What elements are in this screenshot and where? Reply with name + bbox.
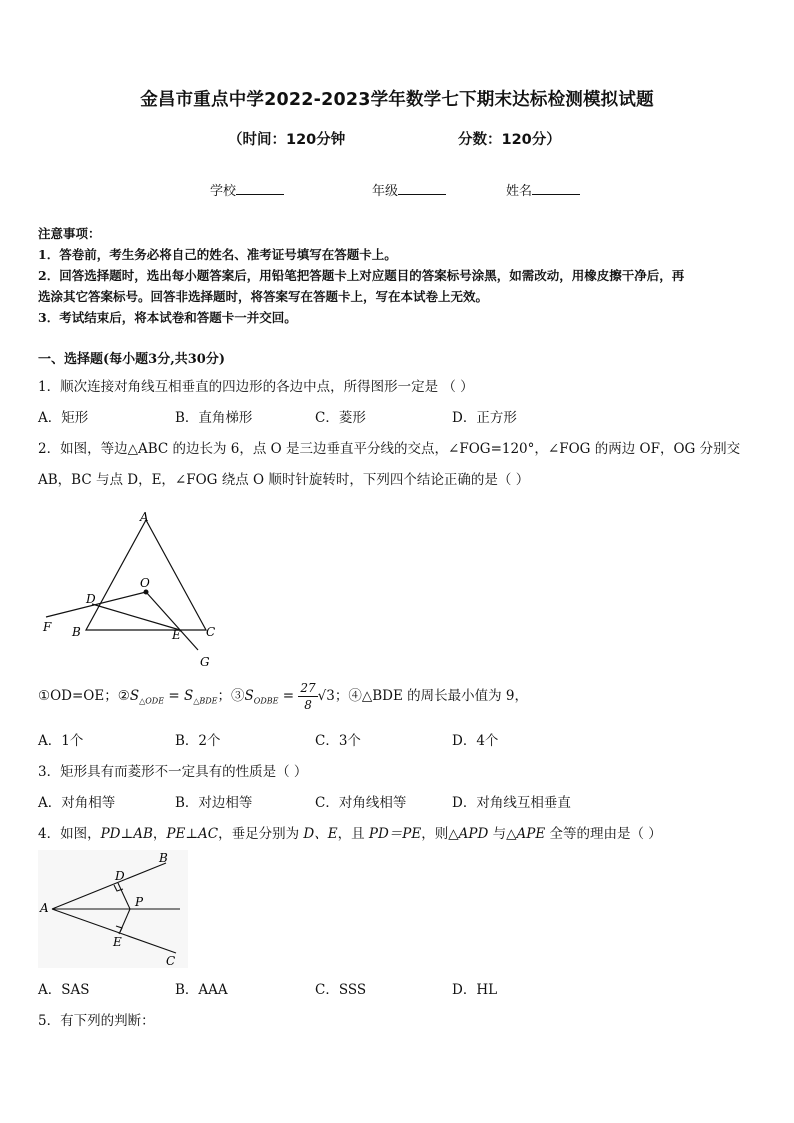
q4-option-b[interactable]: B．AAA [175,982,228,998]
q2-stem-line2: AB，BC 与点 D，E，∠FOG 绕点 O 顺时针旋转时，下列四个结论正确的是（ ） [38,472,530,488]
label-e: E [113,935,122,949]
label-d: D [86,592,96,606]
segment-de [92,604,180,630]
label-g: G [200,655,210,669]
q3-option-b[interactable]: B．对边相等 [175,795,253,811]
school-label: 学校 [210,184,237,199]
q2-figure [36,505,236,675]
q2-option-c[interactable]: C．3个 [315,733,361,749]
s-sub-odbe: ODBE [253,696,279,706]
exam-time: （时间：120分钟 [228,132,346,148]
grade-label: 年级 [372,184,399,199]
q3-option-c[interactable]: C．对角线相等 [315,795,407,811]
s-odE: S [129,688,140,704]
notice-item-2b: 选涂其它答案标号。回答非选择题时，将答案写在答题卡上，写在本试卷上无效。 [38,289,489,304]
q1-option-a[interactable]: A．矩形 [38,410,89,426]
q2-stem-line1: 2．如图，等边△ABC 的边长为 6，点 O 是三边垂直平分线的交点，∠FOG=120°，∠FOG 的两边 OF，OG 分别交 [38,441,741,457]
s-sub-ode: △ODE [139,696,165,706]
notice-item-1: 1．答卷前，考生务必将自己的姓名、准考证号填写在答题卡上。 [38,247,397,262]
name-label: 姓名 [506,184,533,199]
exam-score: 分数：120分） [458,132,561,148]
label-p: P [135,895,144,909]
q4-figure [38,850,188,968]
notice-item-3: 3．考试结束后，将本试卷和答题卡一并交回。 [38,310,297,325]
label-o: O [140,576,150,590]
q4-option-d[interactable]: D．HL [452,982,498,998]
point-o [144,590,149,595]
sep-3: ；③ [217,688,245,704]
label-f: F [43,620,52,634]
fraction-27-8: $\frac{27}{8}$ [300,681,316,712]
q2-conclusion-1: ①OD=OE；② [38,688,130,704]
exam-title: 金昌市重点中学2022-2023学年数学七下期末达标检测模拟试题 [140,90,654,110]
label-a: A [140,510,149,524]
s-bde: S [183,688,194,704]
notice-heading: 注意事项： [38,226,101,241]
q1-stem: 1．顺次连接对角线互相垂直的四边形的各边中点，所得图形一定是 （ ） [38,379,474,395]
q3-stem: 3．矩形具有而菱形不一定具有的性质是（ ） [38,764,308,780]
label-e: E [172,628,181,642]
sqrt-3: √3 [317,688,335,704]
q3-option-d[interactable]: D．对角线互相垂直 [452,795,571,811]
grade-blank[interactable] [398,182,446,195]
q4-stem: 4．如图，PD⊥AB，PE⊥AC，垂足分别为 D、E，且 PD＝PE，则△APD 与△APE 全等的理由是（ ） [38,826,662,842]
s-odbe: S [244,688,254,704]
q5-stem: 5．有下列的判断： [38,1013,155,1029]
q1-option-b[interactable]: B．直角梯形 [175,410,253,426]
label-a: A [40,901,49,915]
s-sub-bde: △BDE [193,696,218,706]
label-d: D [115,869,125,883]
section-heading: 一、选择题(每小题3分,共30分) [38,352,225,367]
q1-option-d[interactable]: D．正方形 [452,410,517,426]
eq-sign: = [164,688,184,704]
q2-conclusions [38,680,528,713]
label-b: B [72,625,81,639]
q2-option-d[interactable]: D．4个 [452,733,499,749]
label-c: C [206,625,216,639]
school-blank[interactable] [236,182,284,195]
ray-of [46,592,146,617]
triangle-abc [86,520,206,630]
q3-option-a[interactable]: A．对角相等 [38,795,116,811]
q4-option-a[interactable]: A．SAS [38,982,90,998]
school-field[interactable] [210,180,284,199]
q2-conclusion-4: ；④△BDE 的周长最小值为 9， [334,688,529,704]
notice-item-2a: 2．回答选择题时，选出每小题答案后，用铅笔把答题卡上对应题目的答案标号涂黑，如需改动，用橡皮擦干净后，再 [38,268,685,283]
eq-sign-2: = [278,688,299,704]
name-field[interactable] [506,180,580,199]
q2-option-b[interactable]: B．2个 [175,733,221,749]
q1-option-c[interactable]: C．菱形 [315,410,366,426]
name-blank[interactable] [532,182,580,195]
q4-option-c[interactable]: C．SSS [315,982,367,998]
label-c: C [166,954,176,968]
grade-field[interactable] [372,180,446,199]
label-b: B [159,851,168,865]
q2-option-a[interactable]: A．1个 [38,733,84,749]
